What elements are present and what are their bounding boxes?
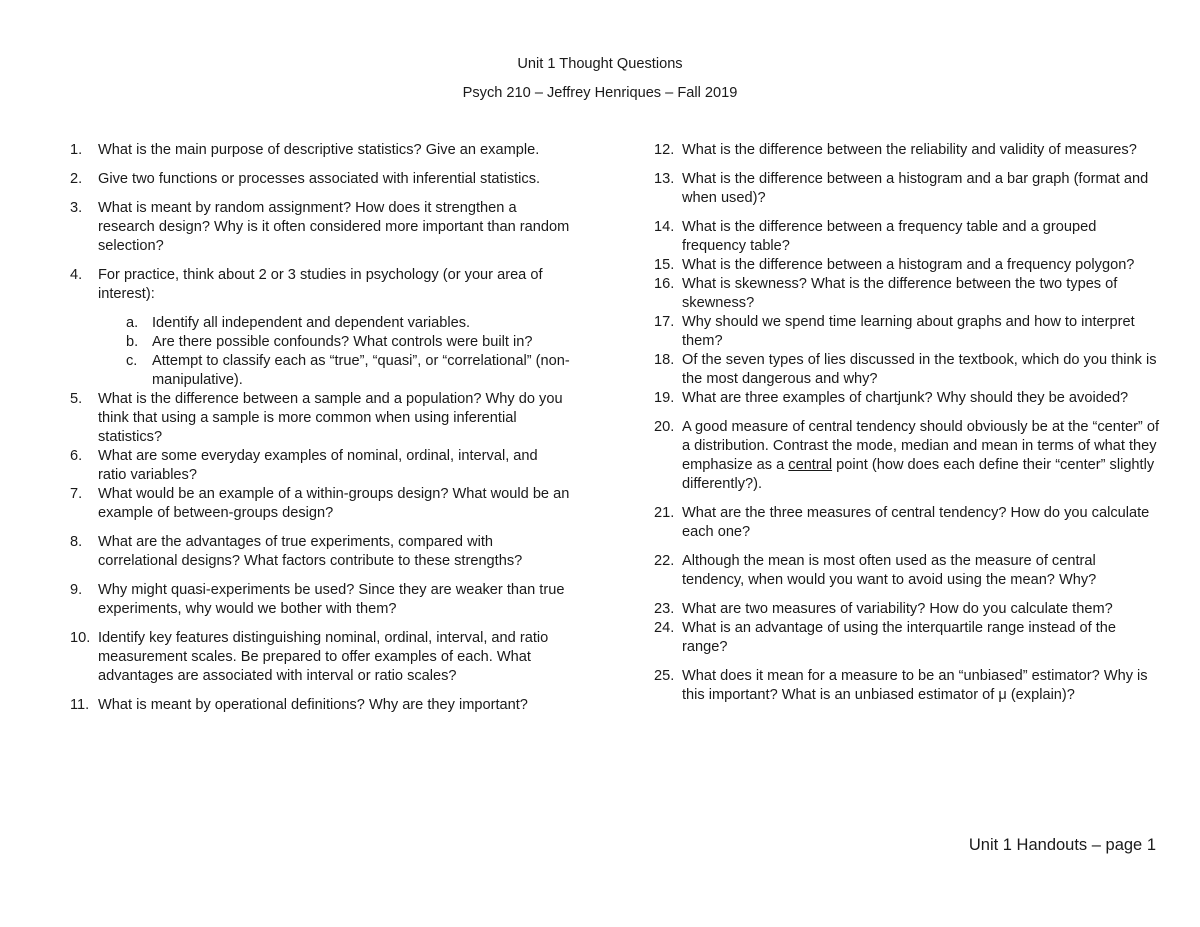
question-number: 25. bbox=[654, 668, 675, 684]
question-number: 23. bbox=[654, 601, 675, 617]
question-6 bbox=[70, 447, 570, 485]
sub-item-b bbox=[70, 333, 570, 352]
question-22 bbox=[654, 552, 1160, 590]
question-number: 14. bbox=[654, 219, 675, 235]
sub-item-text: Attempt to classify each as “true”, “quasi”, or “correlational” (non-manipulative). bbox=[152, 353, 570, 388]
question-7 bbox=[70, 485, 570, 523]
question-13 bbox=[654, 170, 1160, 208]
question-4 bbox=[70, 266, 570, 304]
question-16 bbox=[654, 275, 1160, 313]
question-15 bbox=[654, 256, 1160, 275]
question-text: What is the difference between a histogram and a frequency polygon? bbox=[682, 257, 1135, 273]
question-number: 12. bbox=[654, 142, 675, 158]
question-number: 8. bbox=[70, 534, 83, 550]
question-19 bbox=[654, 389, 1160, 408]
question-number: 22. bbox=[654, 553, 675, 569]
question-number: 21. bbox=[654, 505, 675, 521]
question-number: 9. bbox=[70, 582, 83, 598]
question-number: 4. bbox=[70, 267, 83, 283]
question-text: Give two functions or processes associated with inferential statistics. bbox=[98, 171, 541, 187]
question-text: Identify key features distinguishing nominal, ordinal, interval, and ratio measurement scales. Be prepared to offer examples of each. What advantages are associated with interval or ratio scales? bbox=[98, 630, 549, 684]
question-number: 16. bbox=[654, 276, 675, 292]
left-question-column bbox=[70, 141, 570, 715]
question-text: What are the advantages of true experiments, compared with correlational designs? What factors contribute to these strengths? bbox=[98, 534, 523, 569]
question-number: 5. bbox=[70, 391, 83, 407]
question-number: 6. bbox=[70, 448, 83, 464]
question-5 bbox=[70, 390, 570, 447]
question-number: 24. bbox=[654, 620, 675, 636]
question-number: 11. bbox=[70, 697, 90, 713]
question-text: What is the main purpose of descriptive statistics? Give an example. bbox=[98, 142, 540, 158]
sub-item-letter: c. bbox=[126, 353, 138, 369]
question-number: 2. bbox=[70, 171, 83, 187]
question-23 bbox=[654, 600, 1160, 619]
question-text: What is meant by operational definitions? Why are they important? bbox=[98, 697, 528, 713]
sub-item-text: Are there possible confounds? What controls were built in? bbox=[152, 334, 533, 350]
question-text: What does it mean for a measure to be an “unbiased” estimator? Why is this important? What is an unbiased estimator of μ (explain)? bbox=[682, 668, 1148, 703]
question-10 bbox=[70, 629, 570, 686]
question-18 bbox=[654, 351, 1160, 389]
question-3 bbox=[70, 199, 570, 256]
question-25 bbox=[654, 667, 1160, 705]
question-21 bbox=[654, 504, 1160, 542]
question-11 bbox=[70, 696, 570, 715]
question-9 bbox=[70, 581, 570, 619]
question-text: What is the difference between a sample and a population? Why do you think that using a sample is more common when using inferential statistics? bbox=[98, 391, 563, 445]
question-1 bbox=[70, 141, 570, 160]
question-text: Why should we spend time learning about graphs and how to interpret them? bbox=[682, 314, 1135, 349]
question-text-before: A good measure of central tendency should obviously be at the “center” of a distribution. Contrast the mode, median and mean in terms of what they emphasize as a bbox=[682, 419, 1160, 473]
question-text: What are three examples of chartjunk? Why should they be avoided? bbox=[682, 390, 1129, 406]
question-text: What is the difference between a frequency table and a grouped frequency table? bbox=[682, 219, 1097, 254]
page-subtitle: Psych 210 – Jeffrey Henriques – Fall 2019 bbox=[462, 85, 738, 101]
question-20 bbox=[654, 418, 1160, 494]
question-text: Although the mean is most often used as the measure of central tendency, when would you want to avoid using the mean? Why? bbox=[682, 553, 1097, 588]
question-24 bbox=[654, 619, 1160, 657]
question-text: What are some everyday examples of nominal, ordinal, interval, and ratio variables? bbox=[98, 448, 538, 483]
question-number: 3. bbox=[70, 200, 83, 216]
question-12 bbox=[654, 141, 1160, 160]
page-footer: Unit 1 Handouts – page 1 bbox=[968, 836, 1156, 854]
sub-item-c bbox=[70, 352, 570, 390]
question-text: What is an advantage of using the interquartile range instead of the range? bbox=[682, 620, 1117, 655]
question-text: What are two measures of variability? How do you calculate them? bbox=[682, 601, 1113, 617]
question-number: 10. bbox=[70, 630, 91, 646]
page-title: Unit 1 Thought Questions bbox=[517, 56, 683, 72]
question-number: 19. bbox=[654, 390, 675, 406]
question-text: What is the difference between a histogram and a bar graph (format and when used)? bbox=[682, 171, 1149, 206]
question-text: What would be an example of a within-groups design? What would be an example of between-groups design? bbox=[98, 486, 570, 521]
question-number: 20. bbox=[654, 419, 675, 435]
question-text: What is skewness? What is the difference between the two types of skewness? bbox=[682, 276, 1118, 311]
underlined-word: central bbox=[788, 457, 833, 473]
question-text: Of the seven types of lies discussed in the textbook, which do you think is the most dangerous and why? bbox=[682, 352, 1157, 387]
question-text bbox=[682, 419, 1159, 492]
question-text: For practice, think about 2 or 3 studies in psychology (or your area of interest): bbox=[98, 267, 543, 302]
sub-item-letter: a. bbox=[126, 315, 139, 331]
question-text: What is the difference between the reliability and validity of measures? bbox=[682, 142, 1137, 158]
question-17 bbox=[654, 313, 1160, 351]
sub-item-letter: b. bbox=[126, 334, 139, 350]
question-text: What are the three measures of central tendency? How do you calculate each one? bbox=[682, 505, 1150, 540]
question-text: Why might quasi-experiments be used? Since they are weaker than true experiments, why would we bother with them? bbox=[98, 582, 565, 617]
question-number: 18. bbox=[654, 352, 675, 368]
question-14 bbox=[654, 218, 1160, 256]
question-text: What is meant by random assignment? How does it strengthen a research design? Why is it often considered more important than random selection? bbox=[98, 200, 570, 254]
question-text-after: point (how does each define their “center” slightly differently?). bbox=[682, 457, 1155, 492]
question-number: 15. bbox=[654, 257, 675, 273]
question-number: 1. bbox=[70, 142, 83, 158]
right-question-column bbox=[654, 141, 1160, 705]
question-8 bbox=[70, 533, 570, 571]
question-number: 7. bbox=[70, 486, 83, 502]
question-number: 17. bbox=[654, 314, 675, 330]
question-number: 13. bbox=[654, 171, 675, 187]
sub-item-text: Identify all independent and dependent variables. bbox=[152, 315, 471, 331]
question-2 bbox=[70, 170, 570, 189]
sub-item-a bbox=[70, 314, 570, 333]
